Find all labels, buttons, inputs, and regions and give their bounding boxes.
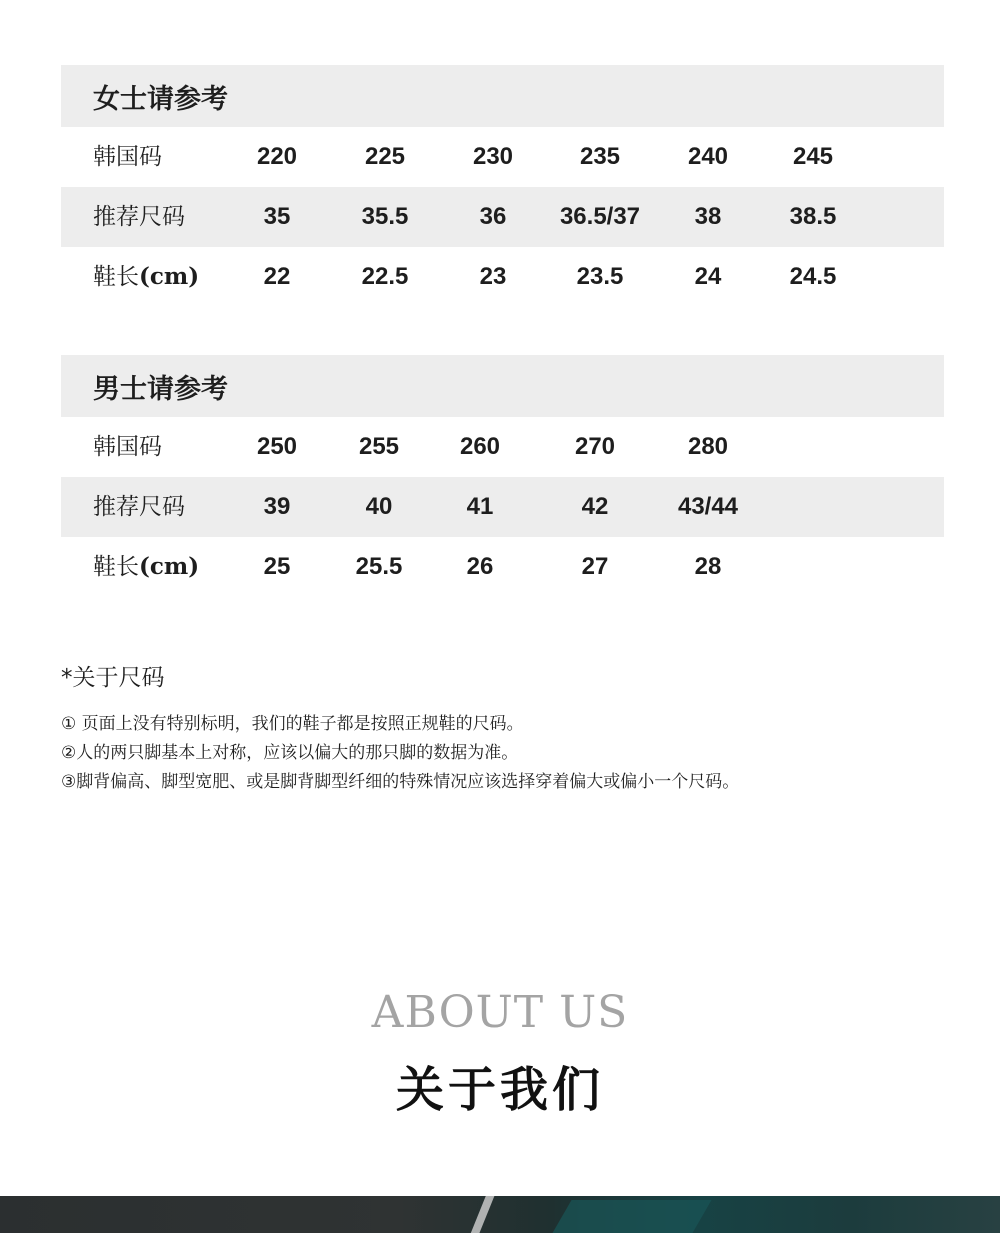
table-cell: 40 [365,493,393,520]
notes-title: *关于尺码 [61,665,165,691]
table-cell: 280 [687,433,729,460]
banner-decoration [548,1200,711,1233]
men-row-shoe-length [61,537,944,597]
unit-label: (cm) [139,263,200,290]
table-cell: 225 [364,143,406,170]
table-cell: 36 [479,203,507,230]
table-cell: 38.5 [789,203,837,230]
note-line: ③脚背偏高、脚型宽肥、或是脚背脚型纤细的特殊情况应该选择穿着偏大或偏小一个尺码。 [61,772,740,792]
about-title-cn: 关于我们 [395,1062,604,1118]
men-table-title: 男士请参考 [61,355,944,417]
table-cell: 220 [256,143,298,170]
table-cell: 23 [479,263,507,290]
table-cell: 270 [574,433,616,460]
table-cell: 27 [581,553,609,580]
table-cell: 42 [581,493,609,520]
women-row-recommended-size [61,187,944,247]
table-cell: 38 [694,203,722,230]
women-row-shoe-length [61,247,944,307]
women-size-table [61,65,944,307]
men-row-recommended-size [61,477,944,537]
table-cell: 36.5/37 [559,203,641,230]
table-cell: 240 [687,143,729,170]
table-cell: 35.5 [361,203,409,230]
size-notes [61,660,941,797]
table-cell: 41 [466,493,494,520]
women-row-korean-size [61,127,944,187]
table-cell: 230 [472,143,514,170]
row-label: 推荐尺码 [93,204,185,230]
table-cell: 43/44 [677,493,739,520]
row-label: 鞋长(cm) [93,553,200,580]
table-cell: 28 [694,553,722,580]
table-cell: 25.5 [355,553,403,580]
unit-label: (cm) [139,553,200,580]
about-banner-image [0,1196,1000,1233]
table-cell: 23.5 [576,263,624,290]
women-table-title: 女士请参考 [61,65,944,127]
men-size-table [61,355,944,597]
table-cell: 39 [263,493,291,520]
table-cell: 255 [358,433,400,460]
table-cell: 22.5 [361,263,409,290]
men-row-korean-size [61,417,944,477]
row-label: 鞋长(cm) [93,263,200,290]
note-line: ① 页面上没有特别标明，我们的鞋子都是按照正规鞋的尺码。 [61,714,524,734]
table-cell: 24.5 [789,263,837,290]
table-cell: 245 [792,143,834,170]
row-label: 推荐尺码 [93,494,185,520]
table-cell: 22 [263,263,291,290]
row-label: 韩国码 [93,144,162,170]
table-cell: 35 [263,203,291,230]
banner-decoration [467,1196,497,1233]
table-cell: 24 [694,263,722,290]
table-cell: 25 [263,553,291,580]
table-cell: 260 [459,433,501,460]
row-label: 韩国码 [93,434,162,460]
table-cell: 235 [579,143,621,170]
table-cell: 250 [256,433,298,460]
note-line: ②人的两只脚基本上对称，应该以偏大的那只脚的数据为准。 [61,743,519,763]
about-title-en: ABOUT US [371,987,629,1038]
table-cell: 26 [466,553,494,580]
